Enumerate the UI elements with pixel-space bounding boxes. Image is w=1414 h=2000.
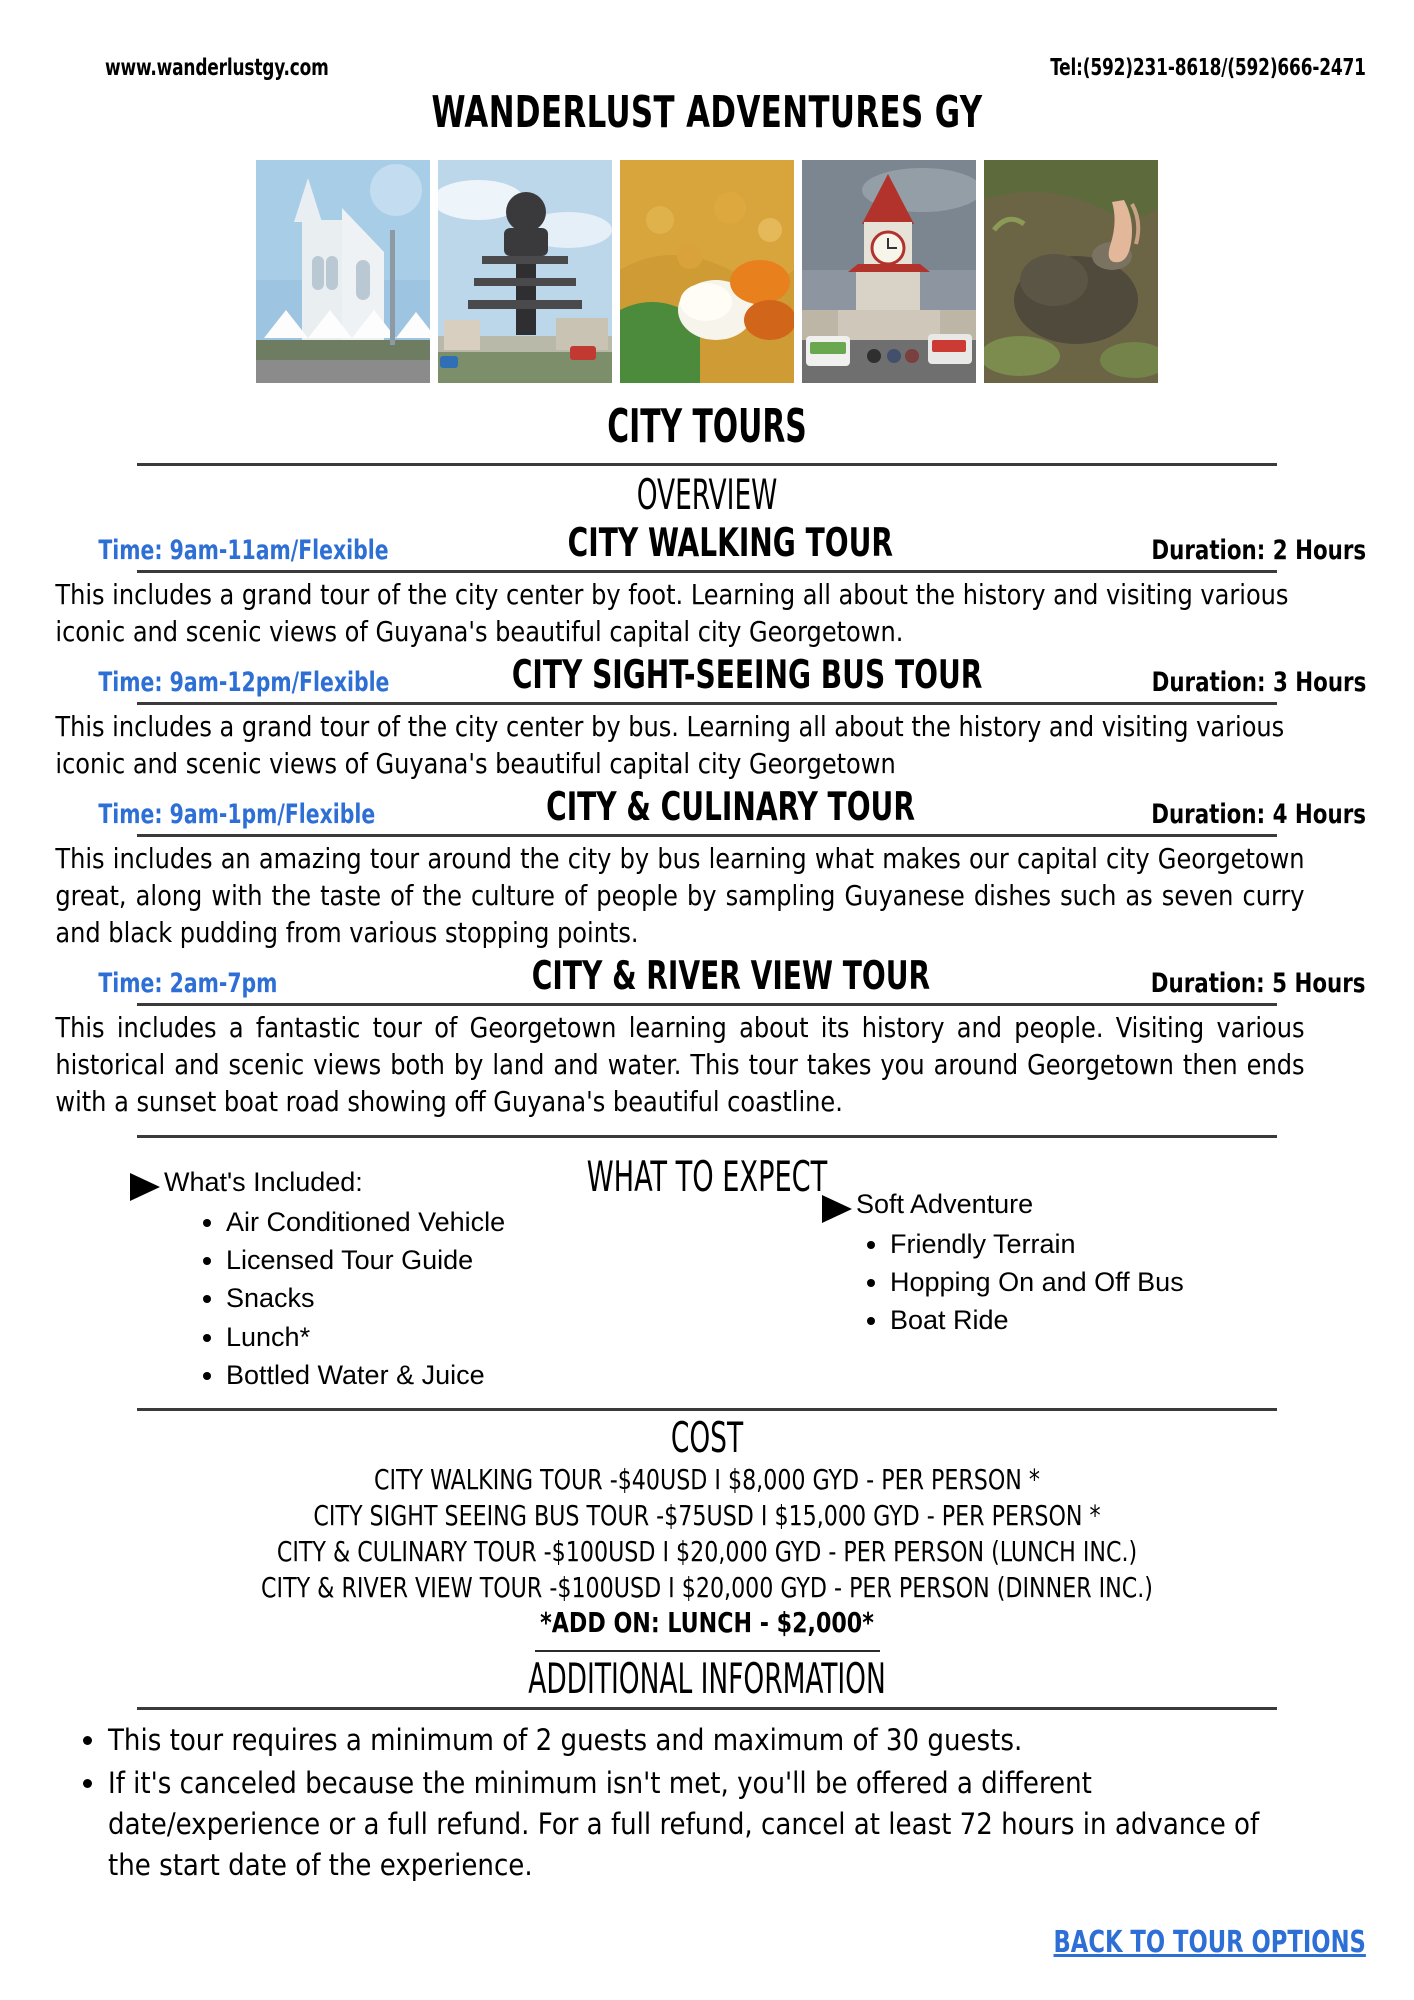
list-item: • This tour requires a minimum of 2 guests and maximum of 30 guests. xyxy=(108,1720,1284,1761)
manatee-photo xyxy=(984,160,1158,383)
tour-header xyxy=(0,521,1414,566)
adventure-heading: Soft Adventure xyxy=(856,1188,1034,1219)
what-to-expect-section xyxy=(0,1152,1414,1395)
page-title: CITY TOURS xyxy=(607,399,807,453)
cost-line: CITY SIGHT SEEING BUS TOUR -$75USD I $15,000 GYD - PER PERSON * xyxy=(313,1499,1101,1532)
cost-line: CITY & CULINARY TOUR -$100USD I $20,000 GYD - PER PERSON (LUNCH INC.) xyxy=(276,1534,1138,1568)
additional-divider xyxy=(137,1707,1277,1710)
additional-information-list xyxy=(0,1720,1414,1887)
tour-duration: Duration: 3 Hours xyxy=(1151,666,1366,698)
tour-description: This includes a fantastic tour of Georgetown learning about its history and people. Visiting various historical and scenic views both by land and water. This tour takes you around Georgetown then ends with a sunset boat road showing off Guyana's beautiful coastline. xyxy=(55,1010,1305,1118)
tour-duration: Duration: 4 Hours xyxy=(1151,798,1366,830)
damon-monument-photo xyxy=(438,160,612,383)
expect-columns xyxy=(0,1167,1414,1395)
header-bar xyxy=(0,0,1414,81)
list-item: • Bottled Water & Juice xyxy=(226,1356,742,1394)
tour-description: This includes an amazing tour around the city by bus learning what makes our capital city Georgetown great, along with the taste of the culture of people by sampling Guyanese dishes such as seven curry and black pudding from various stopping points. xyxy=(55,841,1305,949)
list-item: • Air Conditioned Vehicle xyxy=(226,1203,742,1241)
list-item: • Friendly Terrain xyxy=(890,1225,1354,1263)
back-to-tour-options-link[interactable]: BACK TO TOUR OPTIONS xyxy=(1053,1924,1366,1960)
expect-top-divider xyxy=(137,1135,1277,1138)
tour-description: This includes a grand tour of the city center by foot. Learning all about the history and visiting various iconic and scenic views of Guyana's beautiful capital city Georgetown. xyxy=(55,578,1289,648)
tour-time: Time: 9am-1pm/Flexible xyxy=(98,798,376,830)
cost-line: CITY WALKING TOUR -$40USD I $8,000 GYD - PER PERSON * xyxy=(373,1463,1041,1497)
tour-block xyxy=(0,785,1414,952)
phone-number: Tel:(592)231-8618/(592)666-2471 xyxy=(1050,55,1366,81)
included-heading: What's Included: xyxy=(164,1166,363,1197)
tour-duration: Duration: 5 Hours xyxy=(1151,967,1366,999)
website-url: www.wanderlustgy.com xyxy=(105,55,329,81)
tour-time: Time: 9am-12pm/Flexible xyxy=(98,666,390,698)
company-title: WANDERLUST ADVENTURES GY xyxy=(431,87,983,138)
cost-line: CITY & RIVER VIEW TOUR -$100USD I $20,000 GYD - PER PERSON (DINNER INC.) xyxy=(261,1570,1153,1604)
tour-name: CITY SIGHT-SEEING BUS TOUR xyxy=(512,652,983,698)
included-column xyxy=(130,1167,742,1395)
additional-information-section xyxy=(0,1654,1414,1887)
list-item: • Lunch* xyxy=(226,1318,742,1356)
tour-header xyxy=(0,954,1414,999)
cost-top-divider xyxy=(137,1408,1277,1411)
additional-information-heading: ADDITIONAL INFORMATION xyxy=(528,1653,886,1703)
tour-block xyxy=(0,954,1414,1121)
tour-duration: Duration: 2 Hours xyxy=(1151,535,1366,566)
list-item: • Hopping On and Off Bus xyxy=(890,1263,1354,1301)
tour-description: This includes a grand tour of the city center by bus. Learning all about the history and visiting various iconic and scenic views of Guyana's beautiful capital city Georgetown xyxy=(55,709,1285,780)
curry-rice-dish-photo xyxy=(620,160,794,383)
cost-addon-line: *ADD ON: LUNCH - $2,000* xyxy=(540,1606,874,1640)
tour-time: Time: 9am-11am/Flexible xyxy=(98,535,389,566)
included-list xyxy=(130,1203,742,1395)
cost-section xyxy=(0,1413,1414,1642)
st-georges-cathedral-photo xyxy=(256,160,430,383)
what-to-expect-heading: WHAT TO EXPECT xyxy=(586,1151,828,1201)
adventure-column xyxy=(742,1167,1354,1395)
tour-name: CITY WALKING TOUR xyxy=(567,521,894,566)
cost-heading: COST xyxy=(670,1413,744,1463)
list-item: • If it's canceled because the minimum isn't met, you'll be offered a different date/experience or a full refund. For a full refund, cancel at least 72 hours in advance of the start date of the experience. xyxy=(108,1763,1284,1887)
list-item: • Snacks xyxy=(226,1279,742,1317)
overview-heading: OVERVIEW xyxy=(636,470,778,519)
back-link-row xyxy=(0,1889,1414,1960)
tour-header xyxy=(0,785,1414,830)
tour-time: Time: 2am-7pm xyxy=(98,967,278,999)
stabroek-market-clock-photo xyxy=(802,160,976,383)
additional-top-divider xyxy=(535,1650,880,1652)
tour-name: CITY & CULINARY TOUR xyxy=(546,784,915,830)
tour-block xyxy=(0,521,1414,651)
adventure-list xyxy=(822,1225,1354,1340)
tour-name: CITY & RIVER VIEW TOUR xyxy=(531,953,930,999)
tour-header xyxy=(0,653,1414,698)
tour-block xyxy=(0,653,1414,783)
list-item: • Licensed Tour Guide xyxy=(226,1241,742,1279)
arrow-right-icon xyxy=(130,1173,160,1201)
title-divider xyxy=(137,463,1277,466)
arrow-right-icon xyxy=(822,1195,852,1223)
list-item: • Boat Ride xyxy=(890,1301,1354,1339)
photo-strip xyxy=(0,160,1414,383)
